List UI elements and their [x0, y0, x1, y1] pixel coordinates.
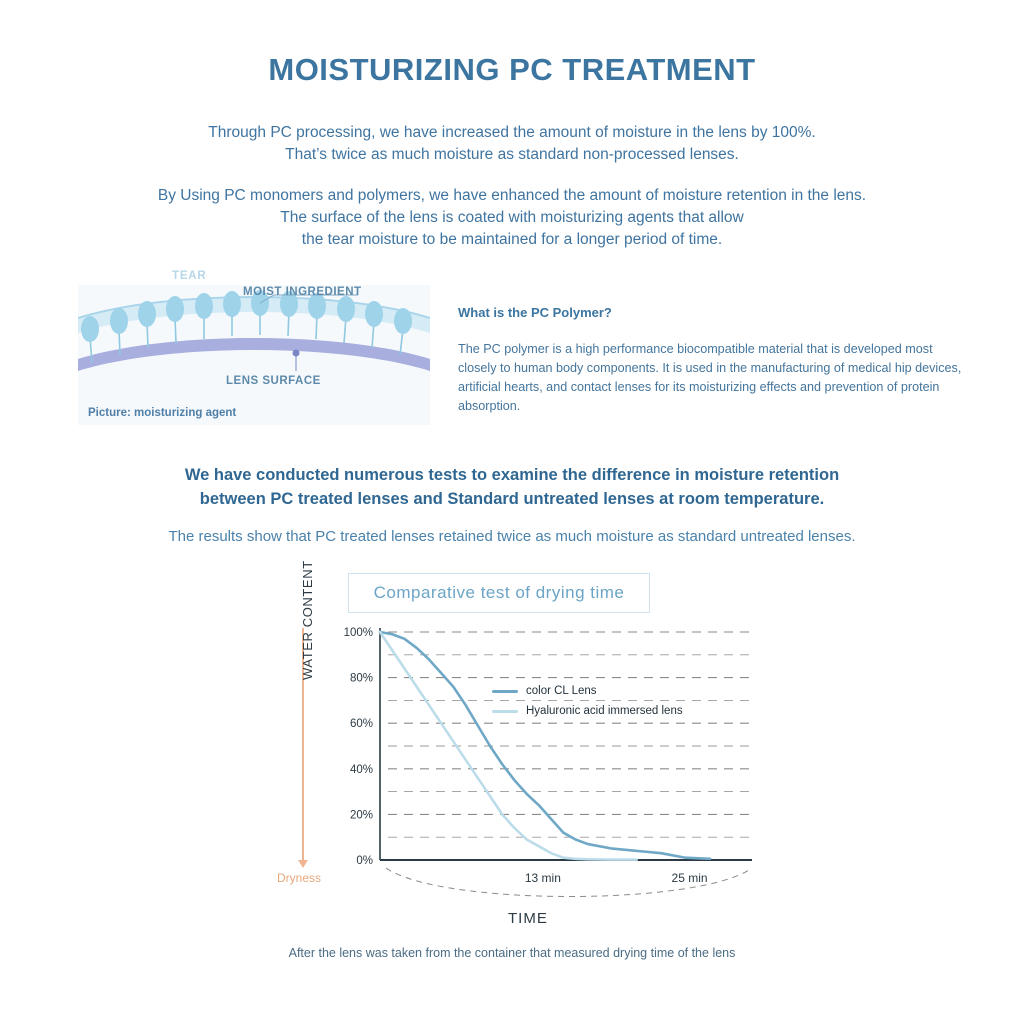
- series-line-0: [380, 632, 710, 859]
- legend-label-0: color CL Lens: [526, 685, 597, 697]
- legend-item-1: [492, 705, 683, 717]
- drying-time-chart: [270, 620, 770, 930]
- chart-title-box: [348, 573, 650, 613]
- moist-ingredient-label: MOIST INGREDIENT: [243, 286, 362, 298]
- results-statement: The results show that PC treated lenses retained twice as much moisture as standard untreated lenses.: [168, 528, 856, 545]
- chart-title: Comparative test of drying time: [373, 583, 625, 602]
- y-tick-label-4: 80%: [349, 672, 373, 685]
- tear-label: TEAR: [172, 270, 207, 282]
- test-statement-line-1: We have conducted numerous tests to examine the difference in moisture retention: [184, 466, 840, 484]
- y-tick-label-0: 0%: [356, 855, 373, 867]
- legend-label-1: Hyaluronic acid immersed lens: [526, 705, 683, 717]
- x-tick-label-0: 13 min: [524, 871, 561, 885]
- y-tick-label-3: 60%: [349, 718, 373, 731]
- y-tick-label-1: 20%: [349, 809, 373, 822]
- legend-swatch-1: [492, 710, 518, 713]
- chart-legend: [492, 685, 683, 725]
- y-tick-label-2: 40%: [349, 763, 373, 776]
- lens-surface-label: LENS SURFACE: [226, 375, 321, 387]
- y-axis-title: WATER CONTENT: [300, 560, 315, 680]
- chart-svg: [270, 620, 770, 930]
- intro-paragraph-2: [0, 185, 1024, 251]
- dryness-label: Dryness: [277, 871, 322, 885]
- intro2-line-3: the tear moisture to be maintained for a longer period of time.: [301, 231, 723, 248]
- intro-line-2: That’s twice as much moisture as standard non-processed lenses.: [285, 146, 739, 163]
- x-tick-label-1: 25 min: [671, 871, 708, 885]
- intro-line-1: Through PC processing, we have increased the amount of moisture in the lens by 100%.: [208, 124, 816, 141]
- test-statement-line-2: between PC treated lenses and Standard untreated lenses at room temperature.: [199, 490, 825, 508]
- lens-cross-section-svg: [78, 285, 430, 425]
- pc-polymer-heading: What is the PC Polymer?: [458, 305, 612, 320]
- moisturizing-agent-illustration: [78, 285, 430, 425]
- test-statement: [0, 463, 1024, 511]
- intro-paragraph-1: [0, 122, 1024, 166]
- legend-item-0: [492, 685, 683, 697]
- pc-polymer-body: The PC polymer is a high performance biocompatible material that is developed most closely to human body components. It is used in the manufacturing of medical hip devices, artificial hearts, and contact lenses for its moisturizing effects and prevention of protein absorption.: [458, 342, 962, 413]
- x-axis-title: TIME: [508, 910, 548, 927]
- intro2-line-1: By Using PC monomers and polymers, we have enhanced the amount of moisture retention in the lens.: [157, 187, 867, 204]
- y-tick-label-5: 100%: [343, 627, 373, 639]
- intro2-line-2: The surface of the lens is coated with moisturizing agents that allow: [280, 209, 744, 226]
- chart-footnote: After the lens was taken from the container that measured drying time of the lens: [288, 946, 736, 960]
- page-title: MOISTURIZING PC TREATMENT: [268, 52, 756, 87]
- legend-swatch-0: [492, 690, 518, 693]
- illustration-caption: Picture: moisturizing agent: [88, 407, 237, 419]
